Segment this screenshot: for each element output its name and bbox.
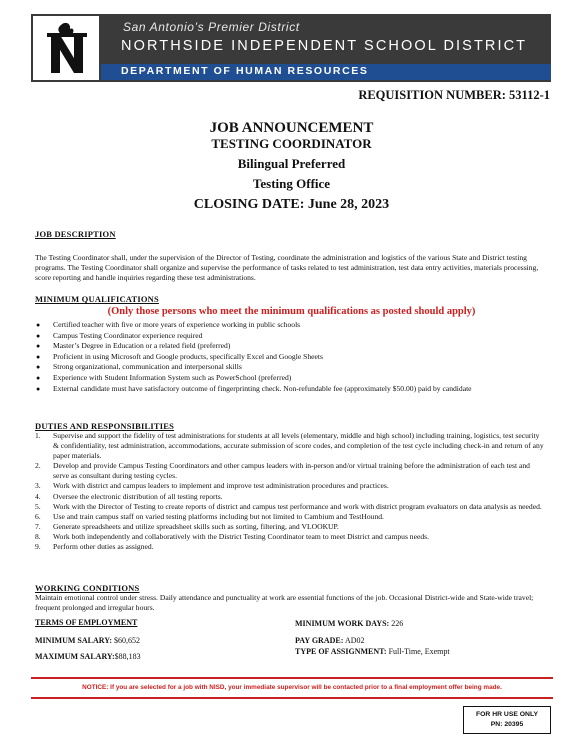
- minimum-work-days-value: 226: [391, 619, 404, 628]
- qualifications-heading: MINIMUM QUALIFICATIONS: [35, 294, 159, 304]
- position-number: PN: 20395: [490, 721, 524, 728]
- list-item-text: Certified teacher with five or more years of experience working in public schools: [53, 320, 301, 329]
- minimum-salary: [35, 636, 140, 645]
- bullet-icon: ●: [36, 321, 41, 329]
- list-item: [35, 512, 545, 522]
- bullet-icon: ●: [36, 384, 41, 393]
- list-item-text: Work with the Director of Testing to create reports of district and campus test performance and work with district program evaluators on data analysis as needed.: [53, 501, 542, 511]
- list-item: [35, 492, 545, 502]
- list-item-text: External candidate must have satisfactory outcome of fingerprinting check. Non-refundable fee (approximately $50.00) paid by candidate: [53, 383, 472, 393]
- notice-divider-bottom: [31, 697, 553, 699]
- working-conditions-heading: WORKING CONDITIONS: [35, 583, 140, 593]
- maximum-salary-value: $88,183: [114, 652, 141, 661]
- minimum-work-days: [295, 619, 403, 628]
- list-item-number: 2.: [35, 461, 41, 471]
- list-item-text: Oversee the electronic distribution of all testing reports.: [53, 491, 223, 501]
- list-item-text: Work both independently and collaboratively with the District Testing Coordinator team to meet District and campus needs.: [53, 531, 429, 541]
- list-item-number: 8.: [35, 531, 41, 541]
- list-item: [35, 431, 545, 461]
- district-tagline: San Antonio’s Premier District: [123, 20, 300, 34]
- list-item: [35, 341, 545, 352]
- department-name: DEPARTMENT OF HUMAN RESOURCES: [121, 65, 369, 77]
- list-item: [35, 362, 545, 373]
- hr-use-label: FOR HR USE ONLY: [475, 711, 539, 718]
- list-item-text: Supervise and support the fidelity of test administrations for students at all levels (elementary, middle and high school) including training, logistics, test security & confidentiality, test administration, accommodations, accurate submission of score codes, and completion of the test cycle including check-in and return of any paper materials.: [53, 431, 544, 461]
- pay-grade-label: PAY GRADE:: [295, 636, 344, 645]
- list-item: [35, 502, 545, 512]
- district-logo: [31, 14, 101, 82]
- nisd-torch-logo-icon: [37, 19, 97, 79]
- maximum-salary-label: MAXIMUM SALARY:: [35, 652, 115, 661]
- list-item-text: Campus Testing Coordinator experience required: [53, 330, 203, 340]
- language-preference: Bilingual Preferred: [237, 156, 346, 171]
- office-name: Testing Office: [252, 176, 331, 191]
- list-item: [35, 352, 545, 363]
- district-name: NORTHSIDE INDEPENDENT SCHOOL DISTRICT: [121, 38, 528, 54]
- list-item-text: Work with district and campus leaders to implement and improve test administration procedures and practices.: [53, 481, 389, 491]
- list-item-number: 6.: [35, 511, 41, 521]
- pay-grade: [295, 636, 365, 645]
- requisition-number: REQUISITION NUMBER: 53112-1: [358, 88, 550, 102]
- list-item: [35, 542, 545, 552]
- list-item-text: Experience with Student Information System such as PowerSchool (preferred): [53, 372, 292, 382]
- job-description-heading: JOB DESCRIPTION: [35, 229, 116, 239]
- list-item-text: Use and train campus staff on varied testing platforms including but not limited to Cambium and TestHound.: [53, 511, 384, 521]
- announcement-title: JOB ANNOUNCEMENT: [209, 120, 374, 136]
- bullet-icon: ●: [36, 342, 41, 351]
- minimum-salary-label: MINIMUM SALARY:: [35, 636, 112, 645]
- list-item-number: 4.: [35, 491, 41, 501]
- assignment-type: [295, 647, 450, 656]
- list-item: [35, 522, 545, 532]
- list-item-text: Develop and provide Campus Testing Coordinators and other campus leaders with in-person and/or virtual training before the administration of each test and serve as consultant during testing cycles.: [53, 461, 530, 481]
- list-item-text: Proficient in using Microsoft and Google products, specifically Excel and Google Sheets: [53, 351, 323, 361]
- hr-use-box: [463, 706, 551, 734]
- bullet-icon: ●: [36, 363, 41, 372]
- terms-heading: TERMS OF EMPLOYMENT: [35, 618, 138, 627]
- assignment-type-value: Full-Time, Exempt: [388, 647, 450, 656]
- list-item: [35, 331, 545, 342]
- duties-list: [35, 431, 545, 552]
- list-item-number: 5.: [35, 501, 41, 511]
- pay-grade-value: AD02: [344, 636, 365, 645]
- list-item: [35, 532, 545, 542]
- list-item: [35, 373, 545, 384]
- position-title: TESTING COORDINATOR: [211, 136, 372, 151]
- list-item-number: 1.: [35, 431, 41, 440]
- maximum-salary: [35, 652, 141, 661]
- closing-date: CLOSING DATE: June 28, 2023: [193, 197, 390, 212]
- list-item-text: Strong organizational, communication and interpersonal skills: [53, 362, 242, 372]
- list-item-text: Perform other duties as assigned.: [53, 542, 154, 552]
- minimum-work-days-label: MINIMUM WORK DAYS:: [295, 619, 390, 628]
- list-item-number: 7.: [35, 521, 41, 531]
- duties-heading: DUTIES AND RESPONSIBILITIES: [35, 421, 175, 431]
- list-item: [35, 384, 545, 395]
- list-item-text: Generate spreadsheets and utilize spreadsheet skills such as sorting, filtering, and VLOOKUP.: [53, 521, 339, 531]
- list-item: [35, 320, 545, 331]
- employment-notice: NOTICE: If you are selected for a job with NISD, your immediate supervisor will be contacted prior to a final employment offer being made.: [82, 684, 502, 691]
- list-item-text: Master’s Degree in Education or a related field (preferred): [53, 341, 231, 351]
- minimum-salary-value: $60,652: [113, 636, 140, 645]
- list-item: [35, 461, 545, 481]
- qualifications-list: [35, 320, 545, 394]
- notice-divider-top: [31, 677, 553, 679]
- list-item-number: 3.: [35, 481, 41, 491]
- bullet-icon: ●: [36, 352, 41, 361]
- qualifications-notice: (Only those persons who meet the minimum qualifications as posted should apply): [107, 306, 476, 317]
- working-conditions-text: Maintain emotional control under stress. Daily attendance and punctuality at work are essential functions of the job. Occasional District-wide and State-wide travel; frequent prolonged and irregular hours.: [35, 593, 534, 612]
- assignment-type-label: TYPE OF ASSIGNMENT:: [295, 647, 387, 656]
- department-bar: [101, 64, 551, 80]
- bullet-icon: ●: [36, 373, 41, 382]
- list-item-number: 9.: [35, 542, 41, 552]
- job-description-text: The Testing Coordinator shall, under the supervision of the Director of Testing, coordinate the administration and logistics of the various State and District testing programs. The Testing Coordinator shall organize and supervise the performance of tasks related to test administration, test data entry activities, materials processing, score reporting and handle inquiries regarding these test administrations.: [35, 253, 539, 282]
- bullet-icon: ●: [36, 331, 41, 340]
- list-item: [35, 481, 545, 491]
